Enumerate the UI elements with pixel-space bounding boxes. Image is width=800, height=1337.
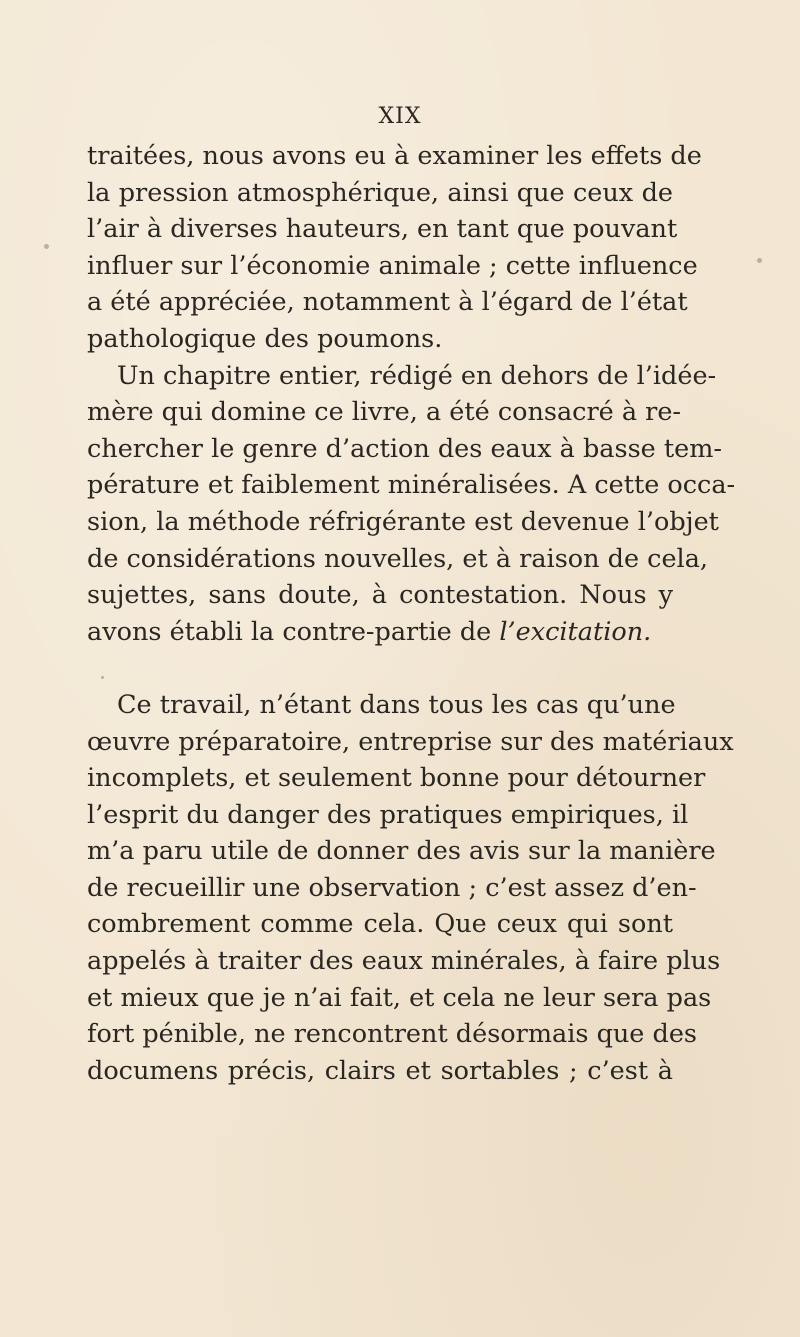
text-line: combrement comme cela. Que ceux qui sont xyxy=(87,909,673,940)
paper-speck xyxy=(757,258,762,263)
text-line xyxy=(87,614,673,651)
text-line: appelés à traiter des eaux minérales, à faire plus xyxy=(87,946,721,977)
text-line: sion, la méthode réfrigérante est devenue l’objet xyxy=(87,506,719,537)
text-line: Ce travail, n’étant dans tous les cas qu’une xyxy=(117,689,676,720)
text-line: Un chapitre entier, rédigé en dehors de l’idée- xyxy=(117,360,717,391)
page-number: XIX xyxy=(378,104,422,129)
text-line: m’a paru utile de donner des avis sur la manière xyxy=(87,836,716,867)
text-line: chercher le genre d’action des eaux à basse tem- xyxy=(87,433,722,464)
text-line: de recueillir une observation ; c’est assez d’en- xyxy=(87,872,697,903)
text-line: pathologique des poumons. xyxy=(87,323,443,354)
paper-speck xyxy=(101,676,104,679)
text-line: mère qui domine ce livre, a été consacré à re- xyxy=(87,397,682,428)
text-line: fort pénible, ne rencontrent désormais que des xyxy=(87,1019,698,1050)
text-line: a été appréciée, notamment à l’égard de l’état xyxy=(87,287,688,318)
body-text xyxy=(87,138,736,1089)
text-line: l’esprit du danger des pratiques empiriques, il xyxy=(87,799,689,830)
text-line: sujettes, sans doute, à contestation. Nous y xyxy=(87,580,673,611)
text-line: influer sur l’économie animale ; cette influence xyxy=(87,250,698,281)
text-line: traitées, nous avons eu à examiner les effets de xyxy=(87,141,702,171)
text-line-prefix: avons établi la contre-partie de xyxy=(87,616,500,647)
text-line: la pression atmosphérique, ainsi que ceux de xyxy=(87,177,673,208)
text-line: de considérations nouvelles, et à raison de cela, xyxy=(87,543,709,574)
text-line: pérature et faiblement minéralisées. A cette occa- xyxy=(87,470,736,501)
paragraph-gap xyxy=(87,650,673,687)
emphasized-word: l’excitation. xyxy=(499,616,652,647)
text-line: œuvre préparatoire, entreprise sur des matériaux xyxy=(87,726,734,757)
text-line: documens précis, clairs et sortables ; c’est à xyxy=(87,1055,673,1086)
paper-speck xyxy=(44,244,49,249)
text-line: et mieux que je n’ai fait, et cela ne leur sera pas xyxy=(87,982,712,1013)
text-line: l’air à diverses hauteurs, en tant que pouvant xyxy=(87,214,678,245)
text-line: incomplets, et seulement bonne pour détourner xyxy=(87,763,706,794)
